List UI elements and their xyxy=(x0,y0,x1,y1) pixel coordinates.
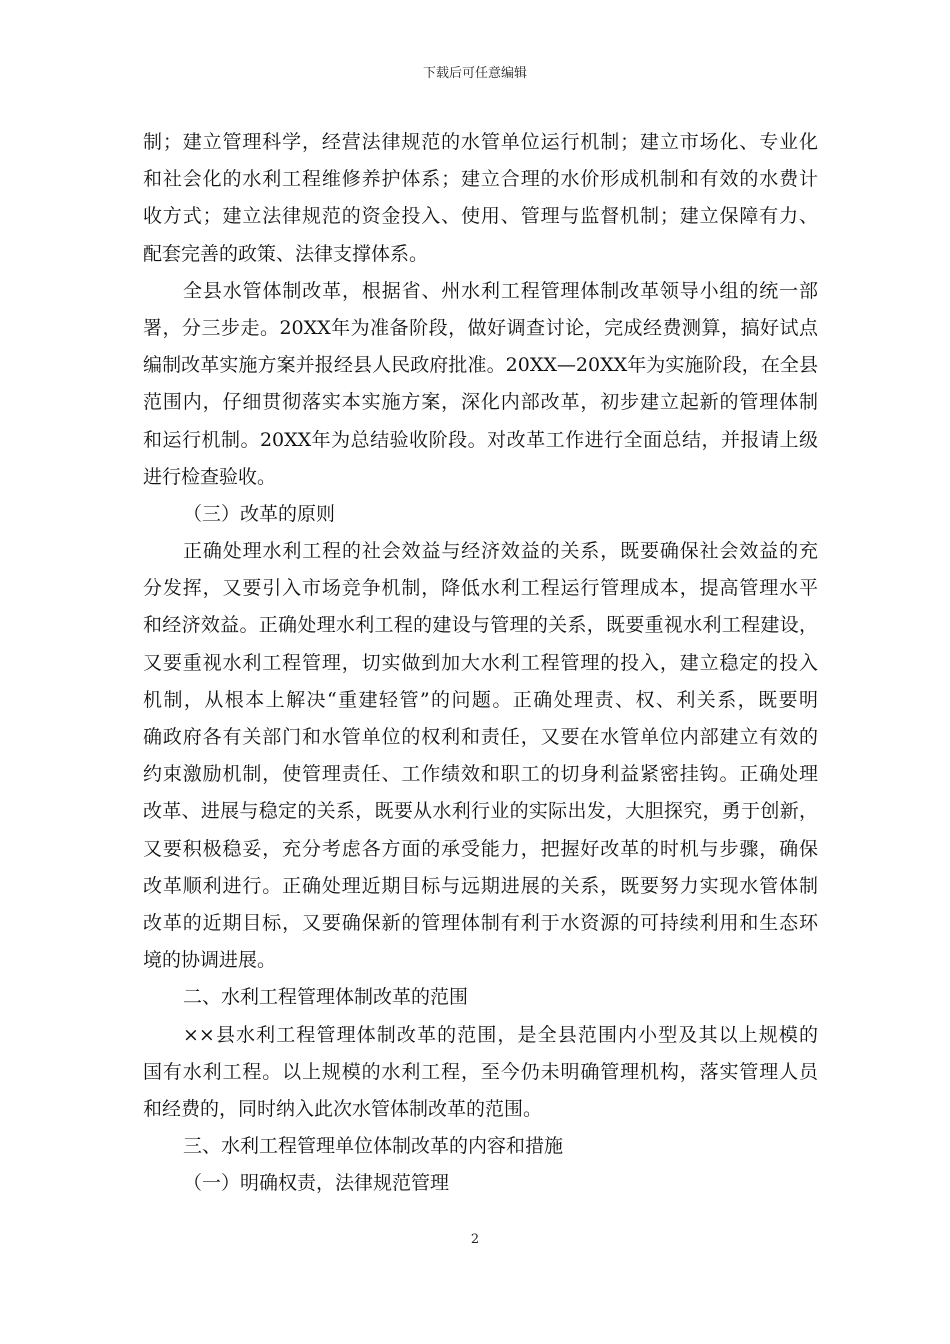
text-line: 范围内，仔细贯彻落实本实施方案，深化内部改革，初步建立起新的管理体制 xyxy=(143,391,818,414)
paragraph xyxy=(143,273,818,496)
text-line: 正确处理水利工程的社会效益与经济效益的关系，既要确保社会效益的充 xyxy=(183,540,818,563)
text-line: 和经费的，同时纳入此次水管体制改革的范围。 xyxy=(143,1097,543,1120)
paragraph xyxy=(143,533,818,979)
text-line: 进行检查验收。 xyxy=(143,465,277,488)
text-line: 又要积极稳妥，充分考虑各方面的承受能力，把握好改革的时机与步骤，确保 xyxy=(143,837,818,860)
text-line: 和经济效益。正确处理水利工程的建设与管理的关系，既要重视水利工程建设， xyxy=(143,614,818,637)
text-line: 署，分三步走。20XX年为准备阶段，做好调查讨论，完成经费测算，搞好试点 xyxy=(143,316,818,339)
text-line: ××县水利工程管理体制改革的范围，是全县范围内小型及其以上规模的 xyxy=(183,1023,818,1046)
document-body xyxy=(143,124,818,1202)
text-line: 编制改革实施方案并报经县人民政府批准。20XX—20XX年为实施阶段，在全县 xyxy=(143,354,818,377)
text-line: （三）改革的原则 xyxy=(183,502,336,525)
text-line: 制；建立管理科学，经营法律规范的水管单位运行机制；建立市场化、专业化 xyxy=(143,131,818,153)
text-line: （一）明确权责，法律规范管理 xyxy=(183,1172,450,1195)
text-line: 机制，从根本上解决“重建轻管”的问题。正确处理责、权、利关系，既要明 xyxy=(143,688,818,711)
text-line: 全县水管体制改革，根据省、州水利工程管理体制改革领导小组的统一部 xyxy=(183,279,818,302)
text-line: 三、水利工程管理单位体制改革的内容和措施 xyxy=(183,1135,564,1158)
paragraph xyxy=(143,124,818,273)
text-line: 分发挥，又要引入市场竞争机制，降低水利工程运行管理成本，提高管理水平 xyxy=(143,577,818,600)
header-note: 下载后可任意编辑 xyxy=(422,66,527,81)
text-line: 约束激励机制，使管理责任、工作绩效和职工的切身利益紧密挂钩。正确处理 xyxy=(143,763,818,786)
text-line: 改革、进展与稳定的关系，既要从水利行业的实际出发，大胆探究，勇于创新， xyxy=(143,800,818,823)
text-line: 和运行机制。20XX年为总结验收阶段。对改革工作进行全面总结，并报请上级 xyxy=(143,428,818,451)
text-line: 收方式；建立法律规范的资金投入、使用、管理与监督机制；建立保障有力、 xyxy=(143,205,818,228)
text-line: 改革的近期目标，又要确保新的管理体制有利于水资源的可持续利用和生态环 xyxy=(143,911,818,934)
text-line: 改革顺利进行。正确处理近期目标与远期进展的关系，既要努力实现水管体制 xyxy=(143,874,818,897)
text-line: 国有水利工程。以上规模的水利工程，至今仍未明确管理机构，落实管理人员 xyxy=(143,1060,818,1083)
section-heading xyxy=(143,496,818,533)
text-line: 配套完善的政策、法律支撑体系。 xyxy=(143,242,429,265)
text-line: 又要重视水利工程管理，切实做到加大水利工程管理的投入，建立稳定的投入 xyxy=(143,651,818,674)
text-line: 二、水利工程管理体制改革的范围 xyxy=(183,986,469,1009)
text-line: 境的协调进展。 xyxy=(143,949,277,972)
paragraph xyxy=(143,1017,818,1129)
text-line: 确政府各有关部门和水管单位的权利和责任，又要在水管单位内部建立有效的 xyxy=(143,726,818,748)
page-number: 2 xyxy=(470,1232,480,1247)
section-heading xyxy=(143,1165,818,1202)
text-line: 和社会化的水利工程维修养护体系；建立合理的水价形成机制和有效的水费计 xyxy=(143,168,818,191)
section-heading xyxy=(143,979,818,1016)
section-heading xyxy=(143,1128,818,1165)
